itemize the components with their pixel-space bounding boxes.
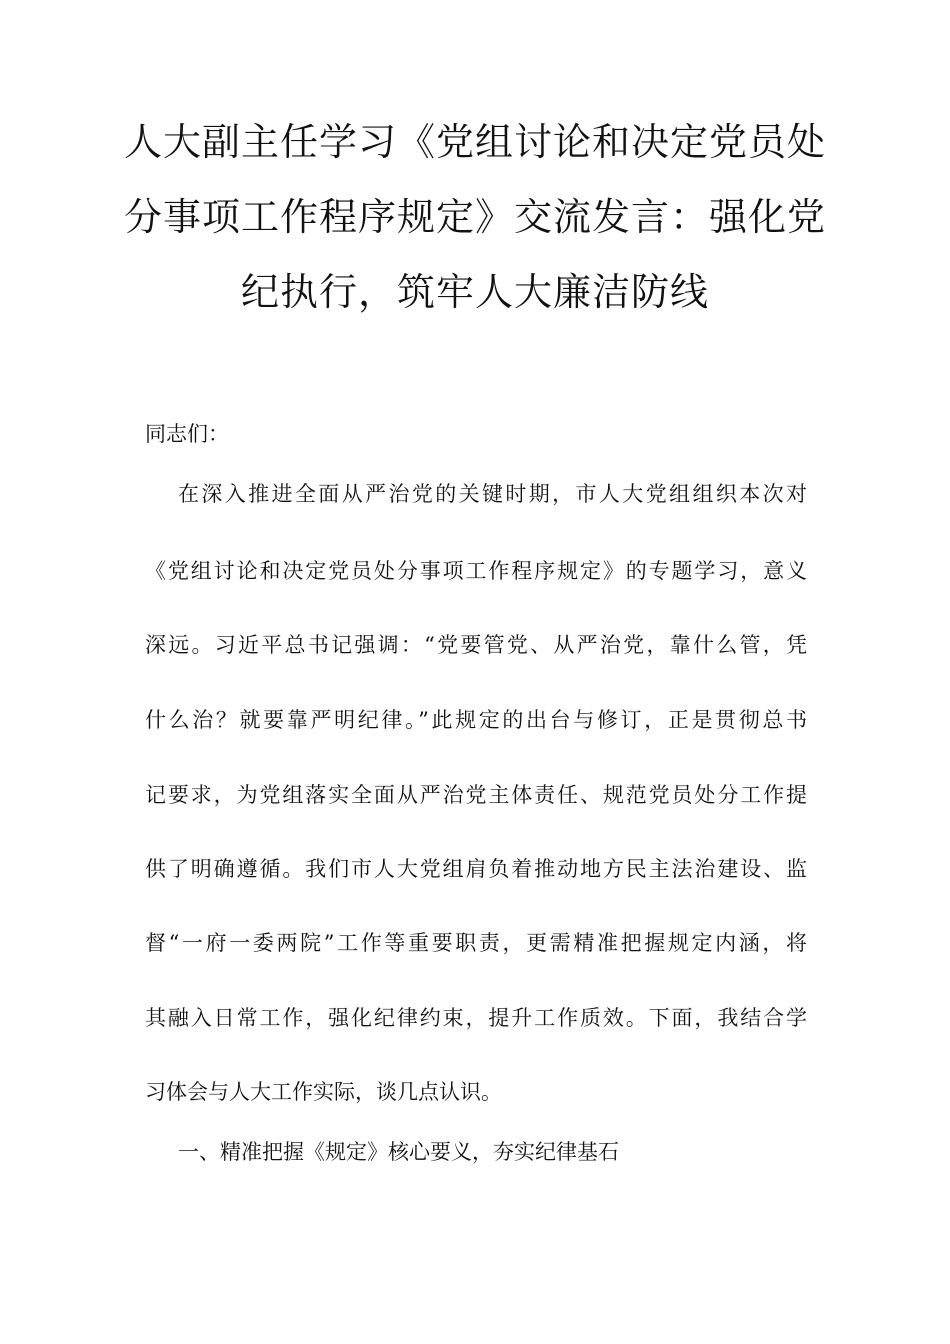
paragraph-line: 在深入推进全面从严治党的关键时期，市人大党组组织本次对	[178, 482, 807, 506]
paragraph-line: 督“一府一委两院”工作等重要职责，更需精准把握规定内涵，将	[145, 931, 807, 955]
paragraph-line: 深远。习近平总书记强调：“党要管党、从严治党，靠什么管，凭	[145, 633, 807, 657]
document-title-line-2: 分事项工作程序规定》交流发言：强化党	[123, 195, 826, 239]
paragraph-line: 其融入日常工作，强化纪律约束，提升工作质效。下面，我结合学	[145, 1006, 807, 1030]
paragraph-line: 《党组讨论和决定党员处分事项工作程序规定》的专题学习，意义	[145, 559, 807, 583]
paragraph-line: 习体会与人大工作实际，谈几点认识。	[145, 1080, 502, 1104]
paragraph-line: 什么治？就要靠严明纪律。”此规定的出台与修订，正是贯彻总书	[145, 708, 807, 732]
document-title-line-3: 纪执行，筑牢人大廉洁防线	[240, 270, 709, 314]
section-heading: 一、精准把握《规定》核心要义，夯实纪律基石	[178, 1140, 619, 1164]
paragraph-line: 供了明确遵循。我们市人大党组肩负着推动地方民主法治建设、监	[145, 857, 807, 881]
salutation: 同志们：	[145, 422, 229, 446]
document-title-line-1: 人大副主任学习《党组讨论和决定党员处	[123, 120, 826, 164]
paragraph-line: 记要求，为党组落实全面从严治党主体责任、规范党员处分工作提	[145, 783, 807, 807]
